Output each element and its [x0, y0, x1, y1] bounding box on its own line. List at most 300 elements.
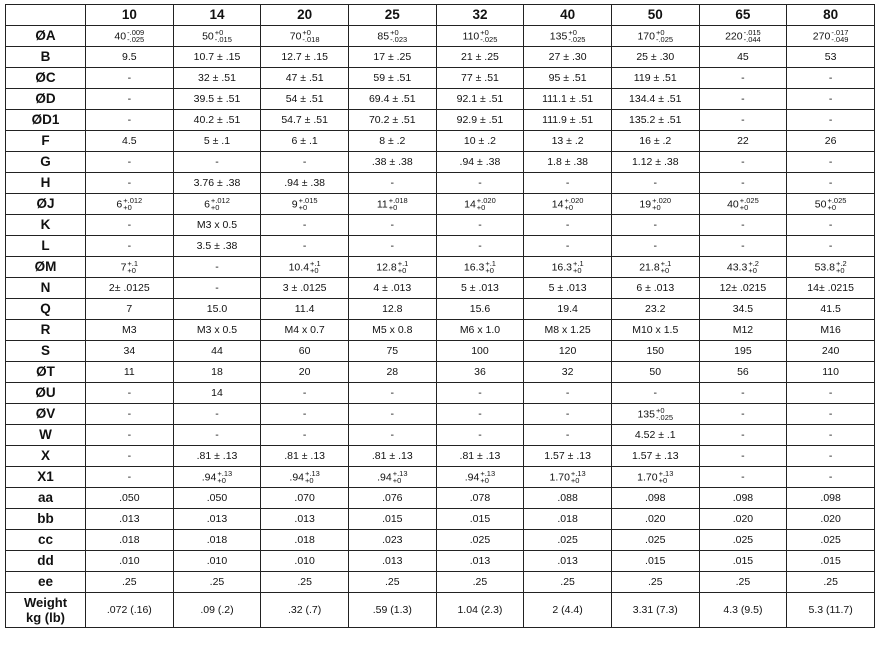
tolerance — [485, 260, 496, 275]
nominal-value: 50 — [814, 197, 827, 210]
table-cell — [787, 26, 875, 47]
table-cell: 12± .0215 — [699, 278, 787, 299]
tolerance — [568, 29, 585, 44]
table-cell: - — [86, 404, 174, 425]
table-cell: 14± .0215 — [787, 278, 875, 299]
table-cell: - — [787, 425, 875, 446]
lower-tolerance: -.015 — [214, 35, 232, 44]
nominal-value: .94 — [201, 470, 217, 483]
tolerance — [564, 197, 583, 212]
table-header — [6, 5, 875, 26]
table-cell: 3 ± .0125 — [261, 278, 349, 299]
table-cell — [524, 26, 612, 47]
table-row — [6, 257, 875, 278]
table-cell — [436, 257, 524, 278]
table-cell: 5 ± .013 — [436, 278, 524, 299]
table-cell: 11.4 — [261, 299, 349, 320]
table-row — [6, 467, 875, 488]
table-row — [6, 320, 875, 341]
table-cell: 34.5 — [699, 299, 787, 320]
table-cell: .013 — [173, 509, 261, 530]
row-label: W — [6, 425, 86, 446]
lower-tolerance: +0 — [388, 203, 398, 212]
upper-tolerance: +0 — [302, 27, 311, 37]
upper-tolerance: +.1 — [310, 258, 321, 268]
column-header: 40 — [524, 5, 612, 26]
table-cell: 7 — [86, 299, 174, 320]
table-cell: - — [436, 236, 524, 257]
row-label: ØU — [6, 383, 86, 404]
table-cell: 1.57 ± .13 — [611, 446, 699, 467]
table-cell: 77 ± .51 — [436, 68, 524, 89]
table-cell: .015 — [787, 551, 875, 572]
table-cell: - — [86, 152, 174, 173]
nominal-value: 10.4 — [288, 260, 310, 273]
tolerance — [302, 29, 319, 44]
table-cell: 92.9 ± .51 — [436, 110, 524, 131]
tolerance — [740, 197, 759, 212]
table-cell: - — [787, 383, 875, 404]
table-cell: 15.0 — [173, 299, 261, 320]
tolerance — [299, 197, 318, 212]
table-cell: .023 — [348, 530, 436, 551]
nominal-value: 16.3 — [551, 260, 572, 273]
nominal-value: 7 — [120, 260, 127, 273]
table-cell — [524, 257, 612, 278]
upper-tolerance: +.1 — [127, 258, 139, 268]
table-cell: 5.3 (11.7) — [787, 593, 875, 628]
column-header: 10 — [86, 5, 174, 26]
table-cell: .010 — [261, 551, 349, 572]
upper-tolerance: +0 — [655, 27, 665, 37]
table-cell — [348, 257, 436, 278]
table-cell: .25 — [611, 572, 699, 593]
lower-tolerance: +0 — [570, 476, 580, 485]
table-cell — [261, 26, 349, 47]
table-cell: - — [787, 173, 875, 194]
lower-tolerance: +0 — [836, 266, 845, 275]
table-cell: - — [787, 110, 875, 131]
lower-tolerance: +0 — [573, 266, 582, 275]
table-cell: - — [436, 404, 524, 425]
upper-tolerance: +.020 — [564, 195, 584, 205]
table-cell: .025 — [524, 530, 612, 551]
table-cell: 1.12 ± .38 — [611, 152, 699, 173]
tolerance — [652, 197, 671, 212]
table-cell: - — [699, 215, 787, 236]
table-cell — [86, 257, 174, 278]
nominal-value: 12.8 — [376, 260, 397, 273]
table-cell: 12.8 — [348, 299, 436, 320]
lower-tolerance: +0 — [660, 266, 670, 275]
table-cell: 8 ± .2 — [348, 131, 436, 152]
table-cell: M6 x 1.0 — [436, 320, 524, 341]
table-cell: M3 x 0.5 — [173, 215, 261, 236]
table-cell: - — [348, 173, 436, 194]
table-cell: .94 ± .38 — [436, 152, 524, 173]
lower-tolerance: -.025 — [568, 35, 586, 44]
table-cell: .015 — [436, 509, 524, 530]
table-body — [6, 26, 875, 628]
table-cell — [436, 26, 524, 47]
column-header: 50 — [611, 5, 699, 26]
row-label: ØM — [6, 257, 86, 278]
table-cell: 1.8 ± .38 — [524, 152, 612, 173]
table-cell: .25 — [261, 572, 349, 593]
table-cell: - — [261, 425, 349, 446]
table-cell: 240 — [787, 341, 875, 362]
table-cell: 134.4 ± .51 — [611, 89, 699, 110]
table-cell: 50 — [611, 362, 699, 383]
table-cell — [261, 467, 349, 488]
lower-tolerance: -.044 — [743, 35, 761, 44]
table-cell: .015 — [699, 551, 787, 572]
table-cell: 1.04 (2.3) — [436, 593, 524, 628]
table-cell: 4.52 ± .1 — [611, 425, 699, 446]
upper-tolerance: +.025 — [827, 195, 847, 205]
table-cell: - — [699, 404, 787, 425]
nominal-value: 1.70 — [549, 470, 570, 483]
table-row — [6, 488, 875, 509]
table-cell: .078 — [436, 488, 524, 509]
nominal-value: 85 — [377, 29, 390, 42]
table-cell: 3.76 ± .38 — [173, 173, 261, 194]
table-cell: .81 ± .13 — [348, 446, 436, 467]
table-cell — [436, 194, 524, 215]
table-cell: 119 ± .51 — [611, 68, 699, 89]
table-cell: - — [611, 173, 699, 194]
upper-tolerance: -.017 — [831, 27, 849, 37]
table-row — [6, 110, 875, 131]
table-cell: - — [261, 215, 349, 236]
table-cell: .018 — [86, 530, 174, 551]
tolerance — [836, 260, 847, 275]
table-cell: 59 ± .51 — [348, 68, 436, 89]
table-cell: - — [261, 404, 349, 425]
table-cell: 41.5 — [787, 299, 875, 320]
tolerance — [215, 29, 232, 44]
table-cell: - — [611, 383, 699, 404]
nominal-value: 14 — [464, 197, 476, 210]
table-cell: 21 ± .25 — [436, 47, 524, 68]
upper-tolerance: +.1 — [660, 258, 672, 268]
table-cell — [524, 467, 612, 488]
table-cell: .25 — [348, 572, 436, 593]
nominal-value: .94 — [289, 470, 305, 483]
table-cell: 6 ± .013 — [611, 278, 699, 299]
table-cell: .018 — [173, 530, 261, 551]
table-cell: .025 — [611, 530, 699, 551]
table-cell: - — [699, 467, 787, 488]
nominal-value: .94 — [464, 470, 480, 483]
table-cell: .59 (1.3) — [348, 593, 436, 628]
header-corner-cell — [6, 5, 86, 26]
lower-tolerance: +0 — [658, 476, 668, 485]
header-row — [6, 5, 875, 26]
table-cell: .025 — [436, 530, 524, 551]
table-cell: - — [524, 425, 612, 446]
table-cell: - — [699, 89, 787, 110]
row-label: H — [6, 173, 86, 194]
table-cell: - — [86, 236, 174, 257]
lower-tolerance: +0 — [127, 266, 136, 275]
table-cell: 40.2 ± .51 — [173, 110, 261, 131]
table-cell: .25 — [699, 572, 787, 593]
table-cell: .020 — [787, 509, 875, 530]
tolerance — [659, 470, 674, 485]
nominal-value: 11 — [376, 197, 388, 210]
table-cell: .076 — [348, 488, 436, 509]
table-cell: 195 — [699, 341, 787, 362]
table-cell: 2± .0125 — [86, 278, 174, 299]
table-cell: M8 x 1.25 — [524, 320, 612, 341]
table-row — [6, 341, 875, 362]
table-cell: - — [436, 173, 524, 194]
table-cell: 4.5 — [86, 131, 174, 152]
table-cell: - — [436, 425, 524, 446]
table-cell: 39.5 ± .51 — [173, 89, 261, 110]
table-cell: .81 ± .13 — [173, 446, 261, 467]
table-cell: 11 — [86, 362, 174, 383]
table-cell — [611, 26, 699, 47]
tolerance — [656, 407, 673, 422]
table-cell: 45 — [699, 47, 787, 68]
table-cell: .25 — [173, 572, 261, 593]
table-cell — [787, 257, 875, 278]
table-row — [6, 131, 875, 152]
table-row — [6, 383, 875, 404]
nominal-value: 70 — [289, 29, 302, 42]
table-row — [6, 362, 875, 383]
table-cell: - — [699, 173, 787, 194]
table-cell: .25 — [86, 572, 174, 593]
table-cell: .38 ± .38 — [348, 152, 436, 173]
table-row — [6, 425, 875, 446]
tolerance — [127, 29, 144, 44]
table-cell: 18 — [173, 362, 261, 383]
row-label: aa — [6, 488, 86, 509]
upper-tolerance: +0 — [568, 27, 577, 37]
table-cell — [699, 257, 787, 278]
table-cell: 75 — [348, 341, 436, 362]
table-cell: .015 — [611, 551, 699, 572]
table-cell: 36 — [436, 362, 524, 383]
nominal-value: 19 — [639, 197, 652, 210]
tolerance — [127, 260, 138, 275]
upper-tolerance: +.012 — [210, 195, 230, 205]
tolerance — [123, 197, 142, 212]
table-cell: .025 — [699, 530, 787, 551]
table-cell: .32 (.7) — [261, 593, 349, 628]
table-cell: M4 x 0.7 — [261, 320, 349, 341]
table-cell: - — [86, 110, 174, 131]
table-cell — [611, 194, 699, 215]
table-cell: .015 — [348, 509, 436, 530]
table-cell: - — [86, 68, 174, 89]
column-header: 65 — [699, 5, 787, 26]
table-cell: - — [173, 425, 261, 446]
row-label: cc — [6, 530, 86, 551]
table-cell: .010 — [173, 551, 261, 572]
table-cell: 23.2 — [611, 299, 699, 320]
tolerance — [571, 470, 586, 485]
table-cell: - — [524, 215, 612, 236]
table-cell: 135.2 ± .51 — [611, 110, 699, 131]
table-cell: .098 — [699, 488, 787, 509]
table-cell: - — [86, 467, 174, 488]
tolerance — [480, 29, 497, 44]
upper-tolerance: +.1 — [573, 258, 584, 268]
lower-tolerance: -.025 — [655, 35, 674, 44]
row-label: B — [6, 47, 86, 68]
row-label: ØJ — [6, 194, 86, 215]
table-cell: 34 — [86, 341, 174, 362]
table-cell: - — [524, 404, 612, 425]
table-cell: .020 — [611, 509, 699, 530]
lower-tolerance: +0 — [564, 203, 574, 212]
table-cell: 17 ± .25 — [348, 47, 436, 68]
table-cell — [699, 194, 787, 215]
table-cell: - — [86, 446, 174, 467]
table-row — [6, 26, 875, 47]
column-header: 25 — [348, 5, 436, 26]
table-cell: 70.2 ± .51 — [348, 110, 436, 131]
table-cell — [348, 26, 436, 47]
lower-tolerance: -.025 — [655, 413, 674, 422]
table-cell: - — [436, 383, 524, 404]
tolerance — [748, 260, 759, 275]
table-cell — [348, 467, 436, 488]
table-cell: - — [787, 68, 875, 89]
table-cell: M16 — [787, 320, 875, 341]
table-cell: 12.7 ± .15 — [261, 47, 349, 68]
table-row — [6, 68, 875, 89]
table-cell: 15.6 — [436, 299, 524, 320]
table-cell: 56 — [699, 362, 787, 383]
table-cell: 120 — [524, 341, 612, 362]
row-label: ØV — [6, 404, 86, 425]
lower-tolerance: +0 — [123, 203, 132, 212]
table-cell: - — [524, 173, 612, 194]
table-row — [6, 509, 875, 530]
table-cell: 10 ± .2 — [436, 131, 524, 152]
table-cell: 19.4 — [524, 299, 612, 320]
table-cell: - — [787, 215, 875, 236]
table-cell: - — [348, 236, 436, 257]
upper-tolerance: +.13 — [658, 468, 674, 478]
table-row — [6, 173, 875, 194]
table-cell: 25 ± .30 — [611, 47, 699, 68]
table-cell: 47 ± .51 — [261, 68, 349, 89]
table-row — [6, 278, 875, 299]
upper-tolerance: +0 — [390, 27, 399, 37]
upper-tolerance: +.13 — [305, 468, 320, 478]
table-cell: 100 — [436, 341, 524, 362]
tolerance — [393, 470, 408, 485]
row-label: ee — [6, 572, 86, 593]
table-cell: 22 — [699, 131, 787, 152]
table-cell: - — [699, 152, 787, 173]
table-cell: 26 — [787, 131, 875, 152]
table-cell: .018 — [261, 530, 349, 551]
table-cell: 111.9 ± .51 — [524, 110, 612, 131]
tolerance — [831, 29, 848, 44]
lower-tolerance: +0 — [397, 266, 407, 275]
table-cell: 10.7 ± .15 — [173, 47, 261, 68]
row-label: Q — [6, 299, 86, 320]
table-cell: .013 — [524, 551, 612, 572]
column-header: 20 — [261, 5, 349, 26]
nominal-value: 53.8 — [814, 260, 836, 273]
table-cell: M12 — [699, 320, 787, 341]
table-cell: .25 — [787, 572, 875, 593]
upper-tolerance: +.13 — [570, 468, 586, 478]
row-label: dd — [6, 551, 86, 572]
table-cell: - — [787, 446, 875, 467]
table-row — [6, 47, 875, 68]
table-cell: 1.57 ± .13 — [524, 446, 612, 467]
row-label: ØD — [6, 89, 86, 110]
table-cell: 14 — [173, 383, 261, 404]
upper-tolerance: +.1 — [397, 258, 409, 268]
upper-tolerance: +0 — [655, 405, 665, 415]
nominal-value: 9 — [291, 197, 298, 210]
upper-tolerance: +.2 — [748, 258, 759, 268]
table-cell: .020 — [699, 509, 787, 530]
lower-tolerance: +0 — [298, 203, 308, 212]
table-cell — [261, 194, 349, 215]
row-label: R — [6, 320, 86, 341]
table-cell: - — [699, 236, 787, 257]
tolerance — [573, 260, 584, 275]
column-header: 80 — [787, 5, 875, 26]
table-cell: - — [524, 236, 612, 257]
table-cell: 2 (4.4) — [524, 593, 612, 628]
nominal-value: 110 — [462, 29, 480, 42]
table-cell: - — [86, 383, 174, 404]
nominal-value: 135 — [549, 29, 568, 42]
table-cell — [86, 194, 174, 215]
upper-tolerance: +.015 — [298, 195, 318, 205]
table-cell: - — [524, 383, 612, 404]
row-label: Weight kg (lb) — [6, 593, 86, 628]
nominal-value: 6 — [116, 197, 123, 210]
table-cell: .81 ± .13 — [436, 446, 524, 467]
row-label: ØT — [6, 362, 86, 383]
row-label: N — [6, 278, 86, 299]
table-row — [6, 551, 875, 572]
table-cell: - — [86, 425, 174, 446]
table-cell — [348, 194, 436, 215]
upper-tolerance: +.018 — [388, 195, 408, 205]
table-cell — [611, 404, 699, 425]
table-cell: - — [611, 215, 699, 236]
table-cell: - — [611, 236, 699, 257]
table-cell: - — [261, 152, 349, 173]
table-row — [6, 299, 875, 320]
table-cell: 54.7 ± .51 — [261, 110, 349, 131]
upper-tolerance: +.020 — [476, 195, 496, 205]
lower-tolerance: -.025 — [480, 35, 498, 44]
row-label: L — [6, 236, 86, 257]
table-cell: M5 x 0.8 — [348, 320, 436, 341]
row-label: X — [6, 446, 86, 467]
table-cell: 5 ± .013 — [524, 278, 612, 299]
lower-tolerance: +0 — [476, 203, 486, 212]
table-cell: .018 — [524, 509, 612, 530]
table-row — [6, 404, 875, 425]
tolerance — [310, 260, 321, 275]
